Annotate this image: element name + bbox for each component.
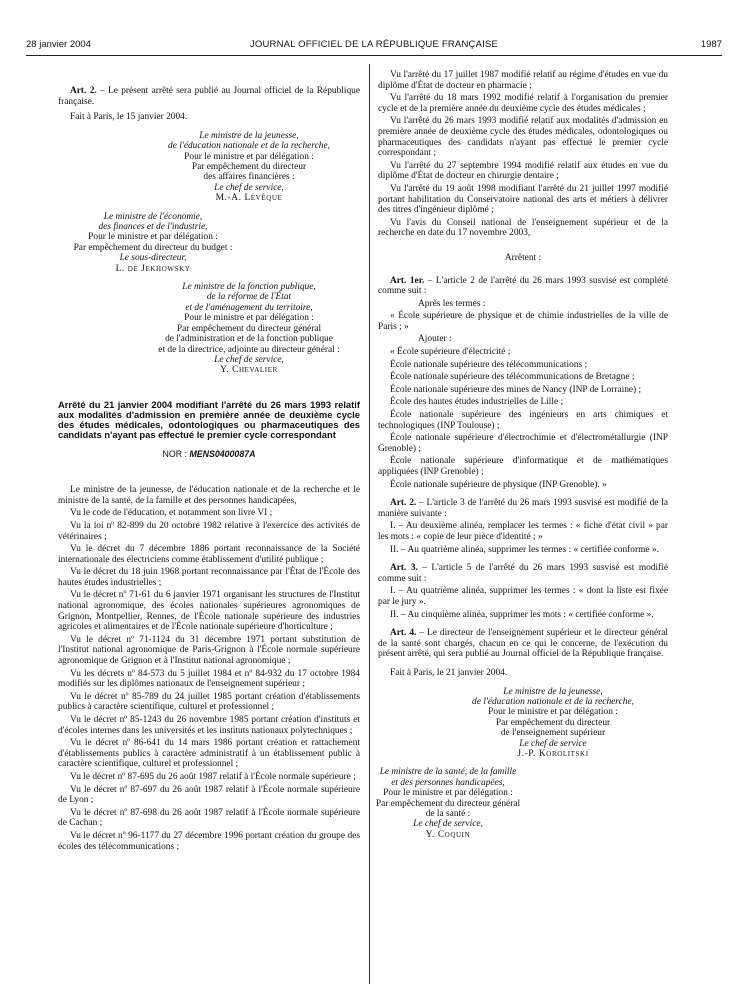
visa-item: Vu l'arrêté du 17 juillet 1987 modifié relatif au régime d'études en vue du diplôme d'État de docteur en pharmacie ; [378,70,668,91]
header-journal-title: JOURNAL OFFICIEL DE LA RÉPUBLIQUE FRANÇAISE [249,39,499,50]
previous-fait: Fait à Paris, le 15 janvier 2004. [70,112,188,123]
article-2: Art. 2. – L'article 3 de l'arrêté du 26 mars 1993 susvisé est modifié de la manière suivante : [378,498,668,519]
visa-item: Vu le décret nº 71-61 du 6 janvier 1971 organisant les structures de l'Institut national agronomique, des écoles nationales supérieures agronomiques de Grignon, Montpellier, Rennes, de l'École nationale supérieure des industries agricoles et alimentaires et de l'École nationale supérieure d'horticulture ; [58,590,360,633]
school-item: École des hautes études industrielles de Lille ; [390,397,564,408]
visas-list-left [58,508,360,852]
school-item: École nationale supérieure des mines de Nancy (INP de Lorraine) ; [390,384,642,395]
header-page-number: 1987 [700,39,722,50]
page-header [26,39,722,56]
visa-item: Vu l'avis du Conseil national de l'enseignement supérieur et de la recherche en date du 17 novembre 2003, [378,217,668,239]
visa-item: Vu le décret nº 87-697 du 26 août 1987 relatif à l'École normale supérieure de Lyon ; [58,784,360,806]
visa-item: Vu l'arrêté du 26 mars 1993 modifié relatif aux modalités d'admission en première année de deuxième cycle des études médicales, odontologiques ou pharmaceutiques des candidats n'ayant pas effectué le premier cycle correspondant ; [378,116,668,159]
visa-item: Vu le décret nº 85-1243 du 26 novembre 1985 portant création d'instituts et d'écoles internes dans les universités et les instituts nationaux polytechniques ; [58,715,360,736]
school-item: École nationale supérieure d'électrochimie et d'électrométallurgie (INP Grenoble) ; [378,433,668,454]
nor-reference: NOR : MENS0400087A [162,448,256,459]
visa-item: Vu le décret nº 85-789 du 24 juillet 1985 portant création d'établissements publics à caractère scientifique, culturel et professionnel ; [58,691,360,713]
visa-item: Vu le décret nº 87-695 du 26 août 1987 relatif à l'École normale supérieure ; [70,771,356,782]
article-3-point-ii: II. – Au cinquième alinéa, supprimer les mots : « certifiée conforme ». [390,609,654,620]
decree-title: Arrêté du 21 janvier 2004 modifiant l'arrêté du 26 mars 1993 relatif aux modalités d'admission en première année de deuxième cycle des études médicales, odontologiques ou pharmaceutiques des candidats n'ayant pas effectué le premier cycle correspondant [58,398,360,441]
visa-item: Vu l'arrêté du 27 septembre 1994 modifié relatif aux études en vue du diplôme d'État de docteur en chirurgie dentaire ; [378,160,668,182]
visa-item: Vu le décret du 18 juin 1968 portant reconnaissance par l'État de l'École des hautes études industrielles ; [58,567,360,588]
visa-item: Vu la loi nº 82-899 du 20 octobre 1982 relative à l'exercice des activités de vétérinaires ; [58,520,360,542]
arretent-heading: Arrêtent : [504,252,542,263]
quoted-school: « École supérieure de physique et de chimie industrielles de la ville de Paris ; » [378,311,668,332]
school-item: École nationale supérieure des télécommunications de Bretagne ; [390,372,635,383]
article-2-point-ii: II. – Au quatrième alinéa, supprimer les termes : « certifiée conforme ». [390,544,659,555]
visa-item: Vu les décrets nº 84-573 du 5 juillet 1984 et nº 84-932 du 17 octobre 1984 modifiés sur les diplômes nationaux de l'enseignement supérieur ; [58,668,360,690]
visa-item: Vu le décret nº 87-698 du 26 août 1987 relatif à l'École normale supérieure de Cachan ; [58,807,360,829]
visas-list-right [378,70,668,239]
schools-list [378,347,668,490]
decree-intro: Le ministre de la jeunesse, de l'éducation nationale et de la recherche et le ministre de la santé, de la famille et des personnes handicapées, [58,485,360,506]
visa-item: Vu le décret nº 71-1124 du 31 décembre 1971 portant substitution de l'Institut national agronomique de Paris-Grignon à l'École normale supérieure agronomique de Grignon et à l'Institut national agronomique ; [58,634,360,667]
header-date: 28 janvier 2004 [26,39,91,50]
right-column [375,70,668,840]
decree-fait: Fait à Paris, le 21 janvier 2004. [390,667,508,678]
article-2-point-i: I. – Au deuxième alinéa, remplacer les termes : « fiche d'état civil » par les mots : « copie de leur pièce d'identité ; » [378,521,668,542]
column-divider [369,64,370,984]
school-item: École nationale supérieure de physique (INP Grenoble). » [390,479,607,490]
visa-item: Vu le décret du 7 décembre 1886 portant reconnaissance de la Société internationale des électriciens comme établissement d'utilité publique ; [58,544,360,565]
previous-signature-2: Le ministre de l'économie, des finances et de l'industrie, Pour le ministre et par délégation : Par empêchement du directeur du budget : Le sous-directeur, L. de Jekhowsky [73,211,233,274]
article-4: Art. 4. – Le directeur de l'enseignement supérieur et le directeur général de la santé sont chargés, chacun en ce qui le concerne, de l'exécution du présent arrêté, qui sera publié au Journal officiel de la République française. [378,628,668,660]
visa-item: Vu le code de l'éducation, et notamment son livre VI ; [70,508,273,519]
decree-signature-1: Le ministre de la jeunesse, de l'éducation nationale et de la recherche, Pour le ministre et par délégation : Par empêchement du directeur de l'enseignement supérieur Le chef de service J.-P. Korolitski [472,686,634,759]
article-3: Art. 3. – L'article 5 de l'arrêté du 26 mars 1993 susvisé est modifié comme suit : [378,563,668,584]
ajouter: Ajouter : [418,334,452,345]
school-item: École nationale supérieure des ingénieurs en arts chimiques et technologiques (INP Toulouse) ; [378,410,668,431]
left-column [58,86,360,854]
school-item: « École supérieure d'électricité ; [390,347,511,358]
decree-signature-2: Le ministre de la santé, de la famille et des personnes handicapées, Pour le ministre et par délégation : Par empêchement du directeur général de la santé : Le chef de service, Y. Coquin [375,767,521,840]
article-1: Art. 1er. – L'article 2 de l'arrêté du 26 mars 1993 susvisé est complété comme suit : [378,275,668,297]
visa-item: Vu l'arrêté du 18 mars 1992 modifié relatif à l'organisation du premier cycle et de la première année du deuxième cycle des études médicales ; [378,93,668,114]
previous-article-2: Art. 2. – Le présent arrêté sera publié au Journal officiel de la République française. [58,86,360,107]
visa-item: Vu le décret nº 86-641 du 14 mars 1986 portant création et rattachement d'établissements publics à caractère administratif à un établissement public à caractère scientifique, culturel et professionnel ; [58,738,360,770]
previous-signature-1: Le ministre de la jeunesse, de l'éducation nationale et de la recherche, Pour le ministre et par délégation : Par empêchement du directeur des affaires financières : Le chef de service, M.-A. Lévêque [168,130,330,204]
apres-termes: Après les termes : [418,298,486,309]
school-item: École nationale supérieure des télécommunications ; [390,359,588,370]
previous-signature-3: Le ministre de la fonction publique, de la réforme de l'État et de l'aménagement du territoire, Pour le ministre et par délégation : Par empêchement du directeur général de l'administration et de la fonction publique et de la directrice, adjointe au directeur général : Le chef de service, Y. Chevalier [158,282,340,376]
visa-item: Vu l'arrêté du 19 août 1998 modifiant l'arrêté du 21 juillet 1997 modifié portant habilitation du Conservatoire national des arts et métiers à délivrer des titres d'ingénieur diplômé ; [378,183,668,216]
school-item: École nationale supérieure d'informatique et de mathématiques appliquées (INP Grenoble) ; [378,456,668,477]
visa-item: Vu le décret nº 96-1177 du 27 décembre 1996 portant création du groupe des écoles des télécommunications ; [58,830,360,852]
article-3-point-i: I. – Au quatrième alinéa, supprimer les termes : « dont la liste est fixée par le jury ». [378,586,668,607]
